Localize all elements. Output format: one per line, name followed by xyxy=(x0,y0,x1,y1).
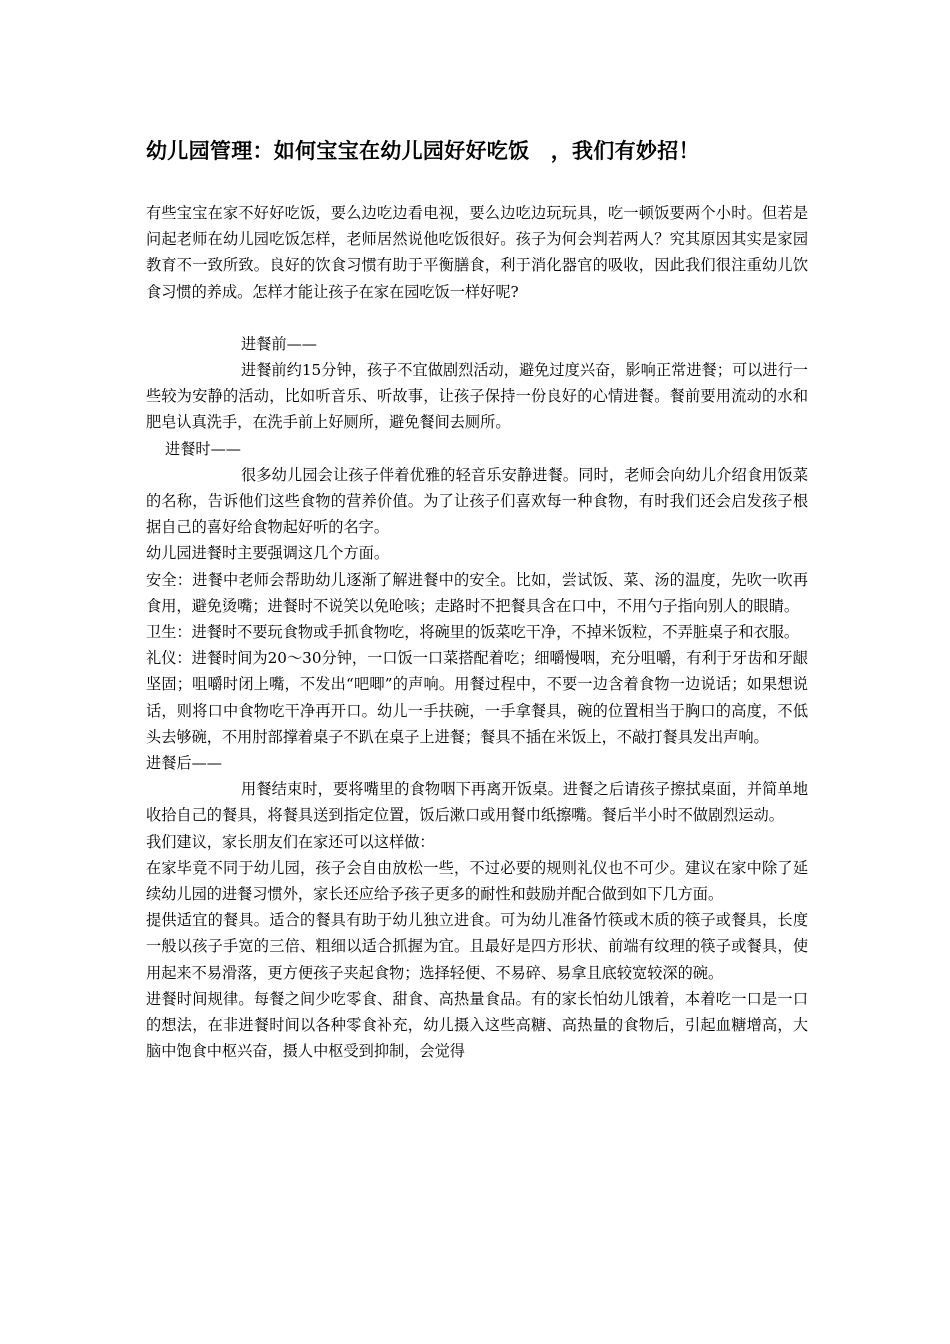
during-meal-heading: 进餐时—— xyxy=(165,439,241,458)
utensils-paragraph: 提供适宜的餐具。适合的餐具有助于幼儿独立进食。可为幼儿准备竹筷或木质的筷子或餐具，长度一般以孩子手宽的三倍、粗细以适合抓握为宜。且最好是四方形状、前端有纹理的筷子或餐具，使用起来不易滑落，更方便孩子夹起食物；选择轻便、不易碎、易拿且底较宽较深的碗。 xyxy=(146,911,808,982)
schedule-paragraph: 进餐时间规律。每餐之间少吃零食、甜食、高热量食品。有的家长怕幼儿饿着，本着吃一口是一口的想法，在非进餐时间以各种零食补充，幼儿摄入这些高糖、高热量的食物后，引起血糖增高，大脑中饱食中枢兴奋，摄人中枢受到抑制，会觉得 xyxy=(146,989,808,1061)
before-meal-paragraph: 进餐前约15分钟，孩子不宜做剧烈活动，避免过度兴奋，影响正常进餐；可以进行一些较为安静的活动，比如听音乐、听故事，让孩子保持一份良好的心情进餐。餐前要用流动的水和肥皂认真洗手，在洗手前上好厕所，避免餐间去厕所。 xyxy=(146,361,808,432)
suggestion-intro-paragraph: 我们建议，家长朋友们在家还可以这样做： xyxy=(146,832,435,851)
before-meal-heading: 进餐前—— xyxy=(241,334,317,353)
hygiene-paragraph: 卫生：进餐时不要玩食物或手抓食物吃，将碗里的饭菜吃干净，不掉米饭粒，不弄脏桌子和衣服。 xyxy=(146,623,800,642)
suggestion-paragraph: 在家毕竟不同于幼儿园，孩子会自由放松一些，不过必要的规则礼仪也不可少。建议在家中除了延续幼儿园的进餐习惯外，家长还应给予孩子更多的耐性和鼓励并配合做到如下几方面。 xyxy=(146,858,808,904)
document-title: 幼儿园管理：如何宝宝在幼儿园好好吃饭 ，我们有妙招！ xyxy=(146,139,700,163)
during-meal-paragraph: 很多幼儿园会让孩子伴着优雅的轻音乐安静进餐。同时，老师会向幼儿介绍食用饭菜的名称，告诉他们这些食物的营养价值。为了让孩子们喜欢每一种食物，有时我们还会启发孩子根据自己的喜好给食物起好听的名字。 xyxy=(146,465,808,537)
safety-paragraph: 安全：进餐中老师会帮助幼儿逐渐了解进餐中的安全。比如，尝试饭、菜、汤的温度，先吹一吹再食用，避免烫嘴；进餐时不说笑以免呛咳；走路时不把餐具含在口中，不用勺子指向别人的眼睛。 xyxy=(146,570,808,615)
after-meal-heading: 进餐后—— xyxy=(146,754,222,773)
etiquette-paragraph: 礼仪：进餐时间为20～30分钟，一口饭一口菜搭配着吃；细嚼慢咽，充分咀嚼，有利于牙齿和牙龈坚固；咀嚼时闭上嘴，不发出“吧唧”的声响。用餐过程中，不要一边含着食物一边说话；如果想说话，则将口中食物吃干净再开口。幼儿一手扶碗，一手拿餐具，碗的位置相当于胸口的高度，不低头去够碗，不用肘部撑着桌子不趴在桌子上进餐；餐具不插在米饭上，不敲打餐具发出声响。 xyxy=(146,649,808,746)
intro-paragraph: 有些宝宝在家不好好吃饭，要么边吃边看电视，要么边吃边玩玩具，吃一顿饭要两个小时。但若是问起老师在幼儿园吃饭怎样，老师居然说他吃饭很好。孩子为何会判若两人？究其原因其实是家园教育不一致所致。良好的饮食习惯有助于平衡膳食，利于消化器官的吸收，因此我们很注重幼儿饮食习惯的养成。怎样才能让孩子在家在园吃饭一样好呢? xyxy=(146,204,808,301)
aspects-intro-paragraph: 幼儿园进餐时主要强调这几个方面。 xyxy=(146,544,389,563)
document-body xyxy=(146,200,808,1065)
after-meal-paragraph: 用餐结束时，要将嘴里的食物咽下再离开饭桌。进餐之后请孩子擦拭桌面，并简单地收拾自己的餐具，将餐具送到指定位置，饭后漱口或用餐巾纸擦嘴。餐后半小时不做剧烈运动。 xyxy=(146,780,808,825)
